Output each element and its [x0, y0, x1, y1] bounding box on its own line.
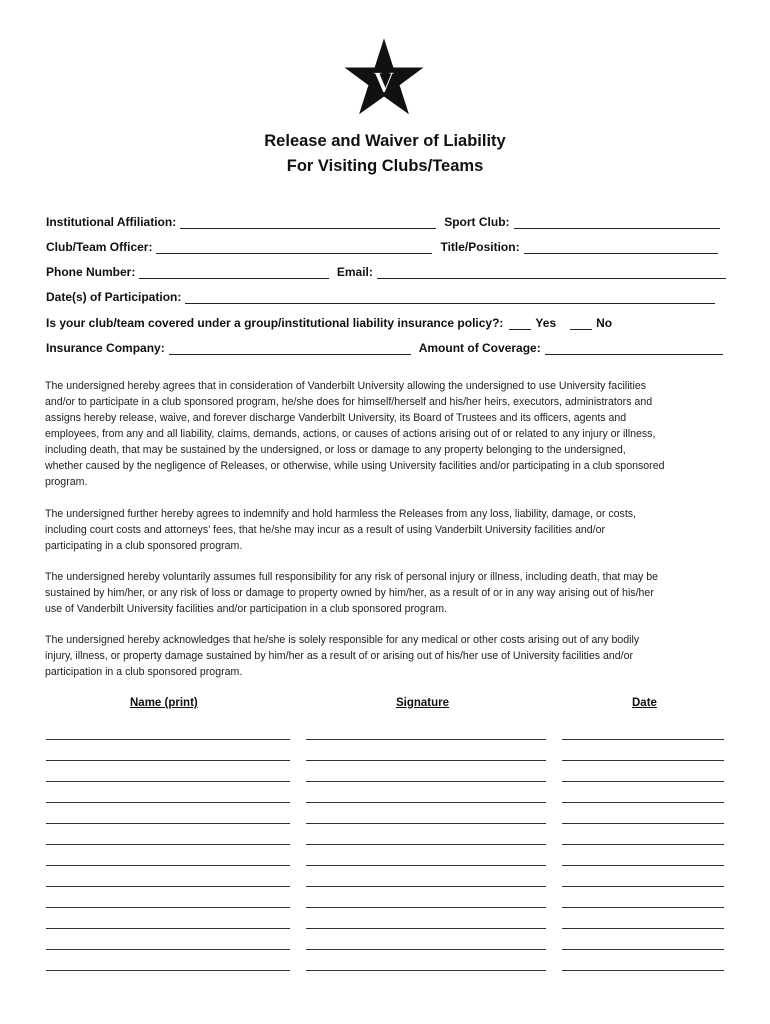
- signature-line[interactable]: [306, 970, 546, 971]
- paragraph-line: program.: [45, 476, 88, 488]
- signature-line[interactable]: [306, 739, 546, 740]
- insurance-no-label: No: [596, 316, 613, 330]
- paragraph-line: The undersigned further hereby agrees to indemnify and hold harmless the Releases from any loss, liability, damage, or costs,: [45, 508, 637, 520]
- paragraph-line: whether caused by the negligence of Releases, or otherwise, while using University facilities and/or participating in a club sponsored: [45, 460, 665, 472]
- email-label: Email:: [336, 265, 373, 279]
- row-insurance-company: [46, 337, 726, 355]
- date-line[interactable]: [562, 781, 724, 782]
- acknowledgement-paragraph: [45, 632, 730, 680]
- club-team-officer-label: Club/Team Officer:: [46, 240, 153, 254]
- title-position-field[interactable]: [524, 241, 718, 254]
- institutional-affiliation-field[interactable]: [180, 216, 436, 229]
- paragraph-line: including death, that may be sustained by the undersigned, or loss or damage to any property belonging to the undersigned,: [45, 444, 626, 456]
- vanderbilt-star-logo: [344, 38, 424, 118]
- signature-column-header: Signature: [396, 697, 450, 709]
- name-print-line[interactable]: [46, 760, 290, 761]
- signature-line[interactable]: [306, 907, 546, 908]
- name-print-line[interactable]: [46, 886, 290, 887]
- amount-of-coverage-field[interactable]: [545, 342, 723, 355]
- row-dates: [46, 286, 726, 304]
- club-team-officer-field[interactable]: [156, 241, 432, 254]
- date-line[interactable]: [562, 907, 724, 908]
- name-print-line[interactable]: [46, 907, 290, 908]
- row-officer: [46, 236, 726, 254]
- name-print-line[interactable]: [46, 823, 290, 824]
- date-line[interactable]: [562, 844, 724, 845]
- paragraph-line: employees, from any and all liability, claims, demands, actions, or causes of actions arising out of or related to any injury or illness,: [45, 428, 656, 440]
- insurance-question-label: Is your club/team covered under a group/institutional liability insurance policy?:: [46, 316, 504, 330]
- name-print-line[interactable]: [46, 781, 290, 782]
- name-print-line[interactable]: [46, 739, 290, 740]
- phone-number-field[interactable]: [139, 266, 329, 279]
- name-print-line[interactable]: [46, 844, 290, 845]
- name-print-line[interactable]: [46, 970, 290, 971]
- name-print-column-header: Name (print): [130, 697, 198, 709]
- date-line[interactable]: [562, 928, 724, 929]
- paragraph-line: use of Vanderbilt University facilities and/or participation in a club sponsored program.: [45, 603, 447, 615]
- date-line[interactable]: [562, 886, 724, 887]
- form-title: Release and Waiver of Liability: [264, 132, 506, 150]
- insurance-no-blank[interactable]: [570, 317, 592, 330]
- paragraph-line: The undersigned hereby agrees that in consideration of Vanderbilt University allowing the undersigned to use University facilities: [45, 380, 647, 392]
- paragraph-line: participating in a club sponsored program.: [45, 540, 243, 552]
- paragraph-line: The undersigned hereby acknowledges that he/she is solely responsible for any medical or other costs arising out of any bodily: [45, 634, 640, 646]
- signature-line[interactable]: [306, 928, 546, 929]
- signature-line[interactable]: [306, 949, 546, 950]
- date-line[interactable]: [562, 970, 724, 971]
- form-subtitle: For Visiting Clubs/Teams: [286, 157, 484, 175]
- paragraph-line: and/or to participate in a club sponsored program, he/she does for himself/herself and his/her heirs, executors, administrators and: [45, 396, 653, 408]
- phone-number-label: Phone Number:: [46, 265, 136, 279]
- signature-line[interactable]: [306, 886, 546, 887]
- insurance-company-label: Insurance Company:: [46, 341, 165, 355]
- dates-of-participation-field[interactable]: [185, 291, 715, 304]
- signature-line[interactable]: [306, 823, 546, 824]
- paragraph-line: sustained by him/her, or any risk of loss or damage to property owned by him/her, as a result of or in any way arising out of his/her: [45, 587, 654, 599]
- indemnify-paragraph: [45, 506, 730, 554]
- title-position-label: Title/Position:: [440, 240, 520, 254]
- responsibility-paragraph: [45, 569, 730, 617]
- paragraph-line: assigns hereby release, waive, and forever discharge Vanderbilt University, its Board of Trustees and its officers, agents and: [45, 412, 627, 424]
- insurance-yes-label: Yes: [535, 316, 557, 330]
- signature-line[interactable]: [306, 760, 546, 761]
- name-print-line[interactable]: [46, 802, 290, 803]
- name-print-line[interactable]: [46, 928, 290, 929]
- logo-letter: V: [373, 66, 395, 99]
- paragraph-line: participation in a club sponsored program.: [45, 666, 243, 678]
- amount-of-coverage-label: Amount of Coverage:: [418, 341, 541, 355]
- paragraph-line: including court costs and attorneys’ fees, that he/she may incur as a result of using Vanderbilt University facilities and/or: [45, 524, 605, 536]
- paragraph-line: injury, illness, or property damage sustained by him/her as a result of or arising out of his/her use of University facilities and/or: [45, 650, 634, 662]
- date-line[interactable]: [562, 739, 724, 740]
- insurance-company-field[interactable]: [169, 342, 411, 355]
- signature-line[interactable]: [306, 802, 546, 803]
- insurance-yes-blank[interactable]: [509, 317, 531, 330]
- date-line[interactable]: [562, 865, 724, 866]
- date-line[interactable]: [562, 823, 724, 824]
- dates-of-participation-label: Date(s) of Participation:: [46, 290, 182, 304]
- date-column-header: Date: [632, 697, 657, 709]
- sport-club-field[interactable]: [514, 216, 720, 229]
- sport-club-label: Sport Club:: [444, 215, 510, 229]
- paragraph-line: The undersigned hereby voluntarily assumes full responsibility for any risk of personal injury or illness, including death, that may be: [45, 571, 658, 583]
- row-affiliation: [46, 211, 726, 229]
- name-print-line[interactable]: [46, 865, 290, 866]
- email-field[interactable]: [377, 266, 726, 279]
- row-insurance-question: [46, 312, 726, 330]
- date-line[interactable]: [562, 760, 724, 761]
- date-line[interactable]: [562, 802, 724, 803]
- signature-line[interactable]: [306, 865, 546, 866]
- signature-line[interactable]: [306, 781, 546, 782]
- name-print-line[interactable]: [46, 949, 290, 950]
- release-paragraph: [45, 378, 730, 490]
- institutional-affiliation-label: Institutional Affiliation:: [46, 215, 177, 229]
- signature-line[interactable]: [306, 844, 546, 845]
- date-line[interactable]: [562, 949, 724, 950]
- row-phone: [46, 261, 726, 279]
